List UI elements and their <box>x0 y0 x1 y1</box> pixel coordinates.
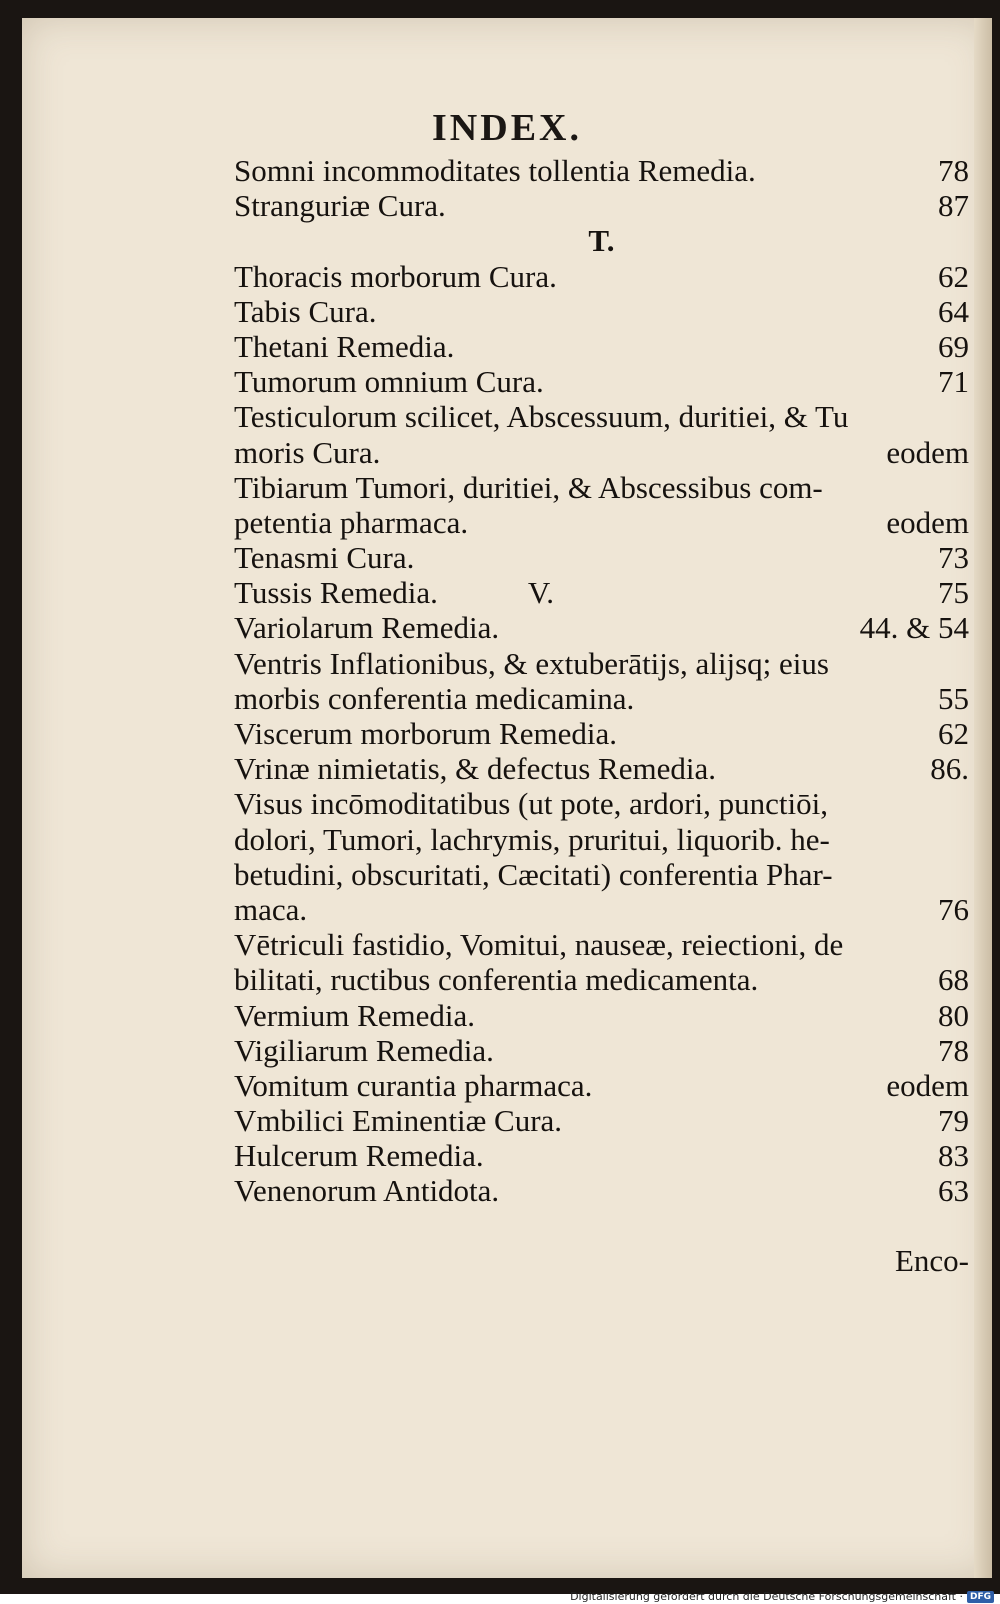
entry-page-number: 76 <box>938 891 969 927</box>
entry-page-number: 80 <box>938 997 969 1033</box>
index-entry <box>234 540 969 575</box>
entry-text: morbis conferentia medicamina. <box>234 680 635 716</box>
footer-credit: Digitalisierung gefördert durch die Deutsche Forschungsgemeinschaft · <box>570 1590 963 1603</box>
index-entry <box>234 1103 969 1138</box>
index-entry <box>234 153 969 188</box>
entry-page-number: 75 <box>938 575 969 611</box>
section-letter: T. <box>588 223 615 259</box>
book-page <box>22 18 992 1578</box>
index-entries <box>234 153 969 1209</box>
entry-page-number: 87 <box>938 188 969 224</box>
index-entry <box>234 751 969 786</box>
entry-text: Visus incōmoditatibus (ut pote, ardori, punctiōi, <box>234 786 828 822</box>
entry-text: Vrinæ nimietatis, & defectus Remedia. <box>234 751 716 787</box>
entry-page-number: 73 <box>938 540 969 576</box>
entry-text: Tibiarum Tumori, duritiei, & Abscessibus com- <box>234 469 823 505</box>
index-entry <box>234 610 969 645</box>
index-entry <box>234 294 969 329</box>
index-entry <box>234 364 969 399</box>
entry-text: Vētriculi fastidio, Vomitui, nauseæ, reiectioni, de <box>234 927 844 963</box>
entry-page-number: 79 <box>938 1103 969 1139</box>
index-entry <box>234 786 969 821</box>
entry-text: Testiculorum scilicet, Abscessuum, duritiei, & Tu <box>234 399 849 435</box>
index-entry <box>234 962 969 997</box>
entry-text: moris Cura. <box>234 434 381 470</box>
entry-page-number: 86. <box>930 751 969 787</box>
entry-page-number: 55 <box>938 680 969 716</box>
entry-text: petentia pharmaca. <box>234 504 469 540</box>
entry-page-number: eodem <box>886 434 969 470</box>
entry-text: Somni incommoditates tollentia Remedia. <box>234 153 756 188</box>
entry-page-number: 78 <box>938 153 969 188</box>
entry-page-number: 62 <box>938 258 969 294</box>
entry-text: Stranguriæ Cura. <box>234 188 446 224</box>
entry-page-number: 71 <box>938 364 969 400</box>
entry-page-number: 83 <box>938 1138 969 1174</box>
page-header: INDEX. <box>432 107 582 149</box>
entry-text: Vomitum curantia pharmaca. <box>234 1067 593 1103</box>
index-entry <box>234 1033 969 1068</box>
index-entry <box>234 998 969 1033</box>
entry-text: Variolarum Remedia. <box>234 610 500 646</box>
entry-text: Tussis Remedia. <box>234 575 438 611</box>
index-entry <box>234 927 969 962</box>
entry-page-number: 68 <box>938 962 969 998</box>
entry-text: betudini, obscuritati, Cæcitati) conferentia Phar- <box>234 856 833 892</box>
index-entry <box>234 681 969 716</box>
entry-text: Vmbilici Eminentiæ Cura. <box>234 1103 563 1139</box>
index-entry <box>234 575 969 610</box>
entry-text: Viscerum morborum Remedia. <box>234 716 617 751</box>
index-entry <box>234 716 969 751</box>
entry-page-number: 63 <box>938 1173 969 1209</box>
index-entry <box>234 1138 969 1173</box>
index-entry <box>234 857 969 892</box>
index-entry <box>234 1173 969 1208</box>
index-entry <box>234 646 969 681</box>
index-entry <box>234 822 969 857</box>
entry-page-number: eodem <box>886 504 969 540</box>
entry-page-number: 78 <box>938 1032 969 1068</box>
entry-text: Thoracis morborum Cura. <box>234 258 557 294</box>
entry-text: Tabis Cura. <box>234 293 377 329</box>
entry-text: Tenasmi Cura. <box>234 540 415 576</box>
index-entry <box>234 259 969 294</box>
entry-page-number: 44. & 54 <box>859 610 969 646</box>
entry-text: Venenorum Antidota. <box>234 1173 500 1209</box>
index-entry <box>234 399 969 434</box>
entry-text: Thetani Remedia. <box>234 328 455 364</box>
index-entry <box>234 188 969 223</box>
entry-text: Hulcerum Remedia. <box>234 1138 484 1174</box>
entry-page-number: eodem <box>886 1067 969 1103</box>
entry-text: Vigiliarum Remedia. <box>234 1032 494 1068</box>
section-letter: V. <box>527 575 554 611</box>
entry-page-number: 69 <box>938 328 969 364</box>
index-entry <box>234 892 969 927</box>
entry-text: Tumorum omnium Cura. <box>234 364 544 400</box>
entry-page-number: 64 <box>938 293 969 329</box>
index-entry <box>234 505 969 540</box>
index-entry <box>234 435 969 470</box>
digitization-footer <box>0 1589 994 1604</box>
entry-text: Vermium Remedia. <box>234 997 476 1033</box>
index-entry <box>234 329 969 364</box>
catchword: Enco- <box>894 1243 969 1278</box>
entry-text: bilitati, ructibus conferentia medicamenta. <box>234 962 759 998</box>
index-entry <box>234 1068 969 1103</box>
dfg-logo: DFG <box>967 1591 994 1603</box>
index-entry <box>234 470 969 505</box>
entry-page-number: 62 <box>938 716 969 751</box>
page-edge <box>974 18 992 1578</box>
entry-text: Ventris Inflationibus, & extuberātijs, alijsq; eius <box>234 645 829 681</box>
entry-text: dolori, Tumori, lachrymis, pruritui, liquorib. he- <box>234 821 830 857</box>
entry-text: maca. <box>234 891 308 927</box>
